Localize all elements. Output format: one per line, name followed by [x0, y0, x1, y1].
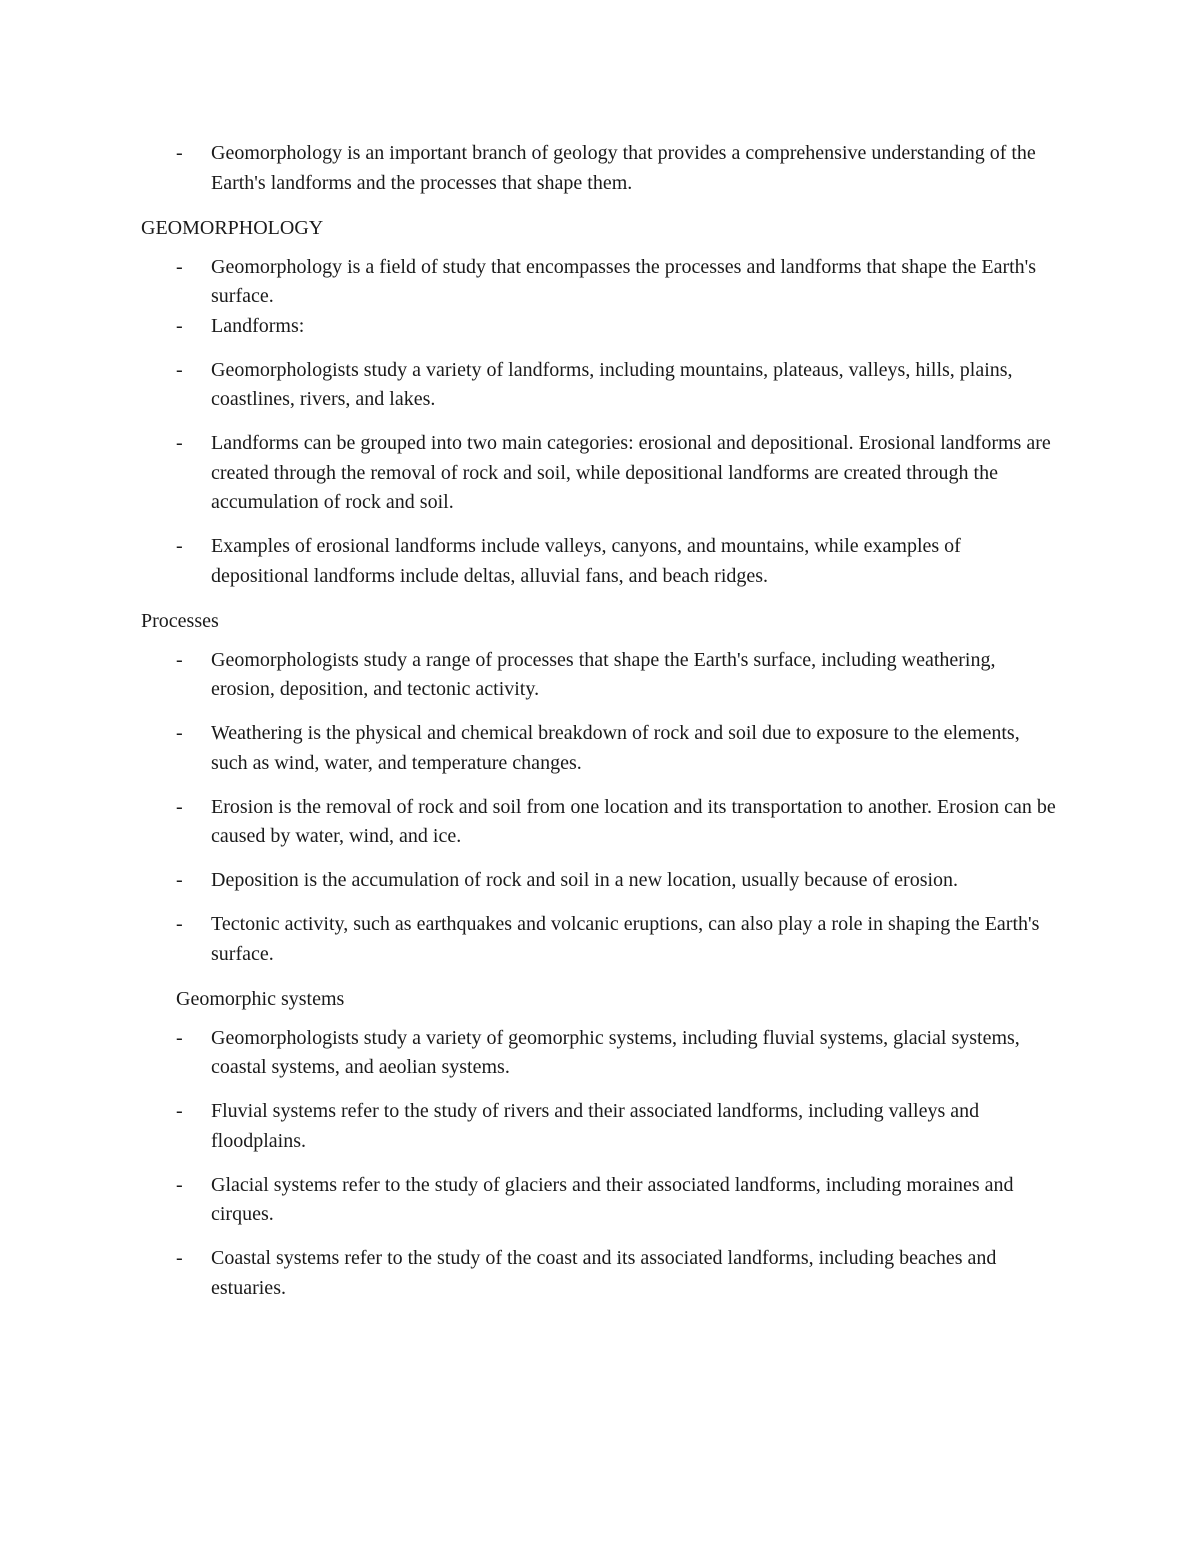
bullet-dash: -: [176, 795, 183, 818]
bullet-dash: -: [176, 1173, 183, 1196]
list-item-text: Landforms can be grouped into two main categories: erosional and depositional. Erosional landforms are created through the removal of rock and soil, while depositional landforms are created through the accumulation of rock and soil.: [211, 432, 1051, 513]
list-item: [141, 139, 1060, 198]
list-item: [141, 793, 1060, 852]
bullet-dash: -: [176, 314, 183, 337]
list-item: [141, 719, 1060, 778]
section-heading-geomorphic-systems: Geomorphic systems: [176, 987, 345, 1010]
bullet-dash: -: [176, 358, 183, 381]
list-item-text: Landforms:: [211, 314, 305, 337]
bullet-dash: -: [176, 535, 183, 557]
bullet-dash: -: [176, 913, 183, 935]
bullet-dash: -: [176, 1026, 183, 1049]
section-heading-processes: Processes: [141, 609, 219, 632]
list-item-text: Geomorphologists study a variety of geomorphic systems, including fluvial systems, glacial systems, coastal systems, and aeolian systems.: [211, 1026, 1020, 1078]
processes-list: [141, 646, 1060, 970]
list-item-text: Erosion is the removal of rock and soil from one location and its transportation to another. Erosion can be caused by water, wind, and ice.: [211, 795, 1056, 847]
list-item: [141, 1024, 1060, 1083]
list-item-text: Coastal systems refer to the study of the coast and its associated landforms, including beaches and estuaries.: [211, 1247, 997, 1299]
list-item: [141, 1097, 1060, 1156]
list-item: [141, 1244, 1060, 1303]
list-item: [141, 356, 1060, 415]
bullet-dash: -: [176, 142, 183, 164]
list-item-text: Tectonic activity, such as earthquakes and volcanic eruptions, can also play a role in shaping the Earth's surface.: [211, 913, 1040, 965]
bullet-dash: -: [176, 869, 183, 891]
list-item: [141, 429, 1060, 518]
bullet-dash: -: [176, 255, 183, 278]
list-item-text: Fluvial systems refer to the study of rivers and their associated landforms, including valleys and floodplains.: [211, 1100, 980, 1152]
list-item: [141, 910, 1060, 969]
list-item: [141, 253, 1060, 312]
list-item-text: Geomorphologists study a range of processes that shape the Earth's surface, including weathering, erosion, deposition, and tectonic activity.: [211, 648, 996, 700]
list-item: [141, 532, 1060, 591]
list-item-text: Geomorphology is a field of study that encompasses the processes and landforms that shape the Earth's surface.: [211, 255, 1037, 307]
list-item-text: Glacial systems refer to the study of glaciers and their associated landforms, including moraines and cirques.: [211, 1173, 1014, 1225]
list-item: [141, 312, 1060, 342]
list-item: [141, 866, 1060, 896]
bullet-dash: -: [176, 722, 183, 744]
list-item-text: Weathering is the physical and chemical breakdown of rock and soil due to exposure to the elements, such as wind, water, and temperature changes.: [211, 722, 1020, 774]
list-item: [141, 1171, 1060, 1230]
list-item: [141, 646, 1060, 705]
list-item-text: Geomorphology is an important branch of geology that provides a comprehensive understanding of the Earth's landforms and the processes that shape them.: [211, 142, 1036, 194]
geomorphology-list: [141, 253, 1060, 592]
bullet-dash: -: [176, 432, 183, 454]
list-item-text: Geomorphologists study a variety of landforms, including mountains, plateaus, valleys, hills, plains, coastlines, rivers, and lakes.: [211, 358, 1013, 410]
bullet-dash: -: [176, 1247, 183, 1269]
bullet-dash: -: [176, 648, 183, 671]
section-heading-geomorphology: GEOMORPHOLOGY: [141, 216, 324, 239]
list-item-text: Examples of erosional landforms include valleys, canyons, and mountains, while examples of depositional landforms include deltas, alluvial fans, and beach ridges.: [211, 535, 961, 587]
bullet-dash: -: [176, 1100, 183, 1122]
geomorphic-systems-list: [141, 1024, 1060, 1304]
list-item-text: Deposition is the accumulation of rock and soil in a new location, usually because of erosion.: [211, 869, 959, 891]
intro-list: [141, 139, 1060, 198]
